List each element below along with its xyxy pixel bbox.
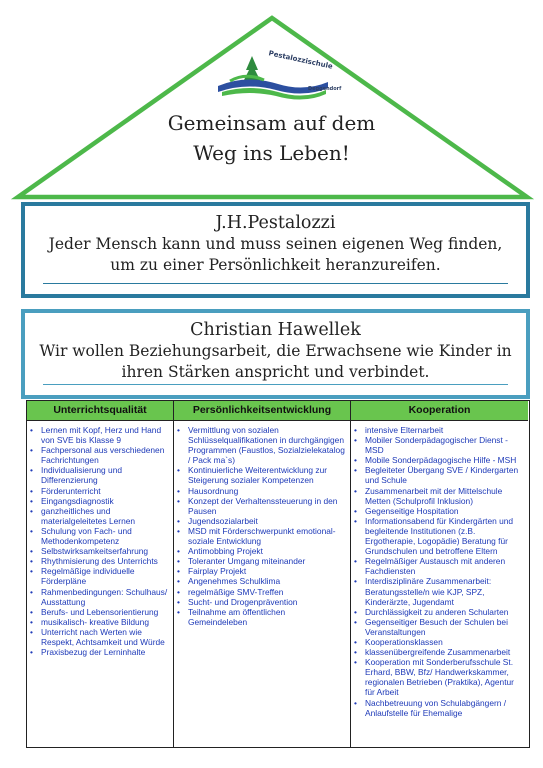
bullet-icon: • [177, 556, 180, 567]
item-list [174, 425, 350, 627]
list-item-text: Mobile Sonderpädagogische Hilfe - MSH [365, 455, 517, 466]
list-item-text: Praxisbezug der Lerninhalte [41, 647, 146, 658]
house-roof [0, 0, 543, 210]
logo-text-school: Pestalozzischule [267, 49, 334, 71]
list-item-text: musikalisch- kreative Bildung [41, 616, 149, 627]
bullet-icon: • [177, 586, 180, 597]
divider [43, 283, 508, 284]
list-item [30, 425, 169, 446]
list-item-text: Hausordnung [188, 485, 239, 496]
bullet-icon: • [354, 435, 357, 446]
list-item-text: Begleiteter Übergang SVE / Kindergarten und Schule [365, 465, 519, 486]
list-item [354, 515, 524, 557]
list-item [30, 445, 169, 466]
motto [100, 108, 443, 168]
list-item [354, 435, 524, 456]
quote-line-2: um zu einer Persönlichkeit heranzureifen. [110, 256, 441, 274]
school-logo [216, 49, 342, 104]
column-kooperation [351, 401, 528, 747]
bullet-icon: • [354, 576, 357, 587]
list-item [30, 546, 169, 557]
divider [43, 384, 508, 385]
list-item [177, 566, 346, 577]
list-item-text: Berufs- und Lebensorientierung [41, 606, 159, 617]
bullet-icon: • [354, 505, 357, 516]
list-item-text: Mobiler Sonderpädagogischer Dienst - MSD [365, 435, 508, 456]
bullet-icon: • [30, 647, 33, 658]
bullet-icon: • [30, 616, 33, 627]
list-item [30, 465, 169, 486]
list-item-text: Durchlässigkeit zu anderen Schularten [365, 606, 509, 617]
motto-line-2: Weg ins Leben! [193, 141, 350, 165]
bullet-icon: • [177, 525, 180, 536]
list-item [354, 606, 524, 617]
quote-line-2: ihren Stärken anspricht und verbindet. [121, 363, 430, 381]
hawellek-quote-box [21, 309, 530, 399]
quote-author-pestalozzi: J.H.Pestalozzi [215, 213, 336, 233]
list-item [30, 626, 169, 647]
list-item [354, 616, 524, 637]
motto-line-1: Gemeinsam auf dem [167, 111, 376, 135]
list-item-text: regelmäßige SMV-Treffen [188, 586, 284, 597]
bullet-icon: • [177, 596, 180, 607]
list-item-text: intensive Elternarbeit [365, 425, 444, 435]
item-list [351, 425, 528, 718]
list-item-text: Jugendsozialarbeit [188, 515, 258, 526]
list-item-text: Regelmäßiger Austausch mit anderen Fachdiensten [365, 556, 506, 577]
list-item [354, 647, 524, 658]
list-item [354, 657, 524, 698]
list-item [30, 606, 169, 617]
bullet-icon: • [354, 606, 357, 617]
bullet-icon: • [30, 606, 33, 617]
list-item-text: Kooperation mit Sonderberufsschule St. Erhard, BBW, Bfz/ Handwerkskammer, regionalen Betrieben (Praktika), Agentur für Arbeit [365, 657, 514, 698]
quote-line-1: Wir wollen Beziehungsarbeit, die Erwachsene wie Kinder in [39, 342, 512, 360]
list-item-text: Kooperationsklassen [365, 636, 443, 647]
list-item [30, 495, 169, 506]
list-item-text: Lernen mit Kopf, Herz und Hand von SVE bis Klasse 9 [41, 425, 162, 446]
bullet-icon: • [354, 697, 357, 708]
bullet-icon: • [30, 425, 33, 435]
bullet-icon: • [354, 425, 357, 435]
bullet-icon: • [177, 546, 180, 557]
bullet-icon: • [177, 495, 180, 506]
list-item-text: Eingangsdiagnostik [41, 495, 114, 506]
bullet-icon: • [30, 586, 33, 597]
list-item [354, 455, 524, 466]
list-item [30, 525, 169, 547]
list-item [354, 485, 524, 506]
list-item-text: Toleranter Umgang miteinander [188, 556, 306, 567]
list-item [354, 425, 524, 435]
list-item [30, 566, 169, 587]
list-item-text: Individualisierung und Differenzierung [41, 465, 123, 486]
bullet-icon: • [30, 485, 33, 496]
bullet-icon: • [354, 636, 357, 647]
list-item-text: Informationsabend für Kindergärten und begleitende Institutionen (z.B. Ergotherapie, Logopädie) Beratung für Grundschulen und betroffene Eltern [365, 515, 514, 557]
bullet-icon: • [354, 616, 357, 627]
list-item [30, 556, 169, 567]
list-item [354, 697, 524, 718]
list-item [177, 425, 346, 466]
list-item-text: klassenübergreifende Zusammenarbeit [365, 647, 511, 658]
list-item-text: Regelmäßige individuelle Förderpläne [41, 566, 135, 587]
bullet-icon: • [30, 626, 33, 637]
list-item [354, 636, 524, 647]
item-list [27, 425, 173, 657]
list-item [177, 495, 346, 516]
bullet-icon: • [354, 556, 357, 567]
list-item [354, 556, 524, 577]
list-item-text: Angenehmes Schulklima [188, 576, 281, 587]
list-item [177, 515, 346, 526]
list-item-text: Antimobbing Projekt [188, 546, 263, 557]
bullet-icon: • [177, 576, 180, 587]
bullet-icon: • [354, 647, 357, 658]
bullet-icon: • [354, 485, 357, 496]
bullet-icon: • [30, 445, 33, 456]
bullet-icon: • [177, 485, 180, 496]
bullet-icon: • [30, 566, 33, 577]
list-item-text: Unterricht nach Werten wie Respekt, Achtsamkeit und Würde [41, 626, 165, 647]
pestalozzi-quote-box [21, 202, 530, 298]
bullet-icon: • [177, 425, 180, 435]
column-unterrichtsqualitaet [27, 401, 174, 747]
list-item [177, 596, 346, 607]
list-item-text: Teilnahme am öffentlichen Gemeindeleben [188, 606, 286, 627]
list-item-text: Fairplay Projekt [188, 566, 247, 577]
list-item-text: Rhythmisierung des Unterrichts [41, 556, 158, 567]
list-item [177, 556, 346, 567]
list-item [354, 576, 524, 607]
bullet-icon: • [354, 465, 357, 476]
list-item-text: Zusammenarbeit mit der Mittelschule Metten (Schulprofil Inklusion) [365, 485, 503, 506]
list-item [177, 546, 346, 557]
quote-author-hawellek: Christian Hawellek [190, 320, 361, 340]
list-item [30, 505, 169, 526]
list-item-text: Nachbetreuung von Schulabgängern / Anlaufstelle für Ehemalige [365, 697, 507, 718]
list-item-text: Gegenseitiger Besuch der Schulen bei Veranstaltungen [365, 616, 508, 637]
quote-line-1: Jeder Mensch kann und muss seinen eigenen Weg finden, [48, 235, 503, 253]
list-item [177, 485, 346, 496]
column-persoenlichkeitsentwicklung [174, 401, 351, 747]
list-item-text: Vermittlung von sozialen Schlüsselqualifikationen in durchgängigen Programmen (Faustlos, Sozialzielekatalog / Pack ma`s) [188, 425, 345, 466]
bullet-icon: • [30, 556, 33, 567]
list-item [177, 525, 346, 547]
list-item-text: Gegenseitige Hospitation [365, 505, 459, 516]
list-item-text: ganzheitliches und materialgeleitetes Lernen [41, 505, 136, 526]
bullet-icon: • [177, 515, 180, 526]
list-item-text: Förderunterricht [41, 485, 101, 496]
bullet-icon: • [30, 546, 33, 557]
bullet-icon: • [30, 525, 33, 536]
pillars-table [26, 400, 530, 748]
list-item-text: Selbstwirksamkeitserfahrung [41, 546, 149, 557]
list-item-text: Konzept der Verhaltenssteuerung in den Pausen [188, 495, 338, 516]
list-item [177, 465, 346, 486]
list-item [177, 606, 346, 627]
bullet-icon: • [354, 657, 357, 668]
list-item-text: Sucht- und Drogenprävention [188, 596, 298, 607]
bullet-icon: • [30, 505, 33, 516]
list-item [30, 616, 169, 627]
list-item-text: Kontinuierliche Weiterentwicklung zur Steigerung sozialer Kompetenzen [188, 465, 328, 486]
column-header: Unterrichtsqualität [27, 401, 173, 421]
list-item [30, 586, 169, 607]
bullet-icon: • [30, 465, 33, 476]
list-item [177, 586, 346, 597]
list-item [177, 576, 346, 587]
logo-text-town: Deggendorf [308, 86, 342, 92]
list-item-text: Interdisziplinäre Zusammenarbeit: Beratungsstelle/n wie KJP, SPZ, Kinderärzte, Jugendamt [365, 576, 492, 607]
list-item [354, 465, 524, 486]
list-item [30, 647, 169, 658]
bullet-icon: • [354, 515, 357, 526]
bullet-icon: • [177, 465, 180, 476]
list-item-text: Fachpersonal aus verschiedenen Fachrichtungen [41, 445, 165, 466]
column-header: Kooperation [351, 401, 528, 421]
list-item-text: Rahmenbedingungen: Schulhaus/ Ausstattung [41, 586, 168, 607]
column-header: Persönlichkeitsentwicklung [174, 401, 350, 421]
bullet-icon: • [30, 495, 33, 506]
bullet-icon: • [177, 606, 180, 617]
list-item [354, 505, 524, 516]
list-item-text: MSD mit Förderschwerpunkt emotional-soziale Entwicklung [188, 525, 336, 547]
list-item-text: Schulung von Fach- und Methodenkompetenz [41, 525, 132, 547]
bullet-icon: • [354, 455, 357, 466]
list-item [30, 485, 169, 496]
bullet-icon: • [177, 566, 180, 577]
